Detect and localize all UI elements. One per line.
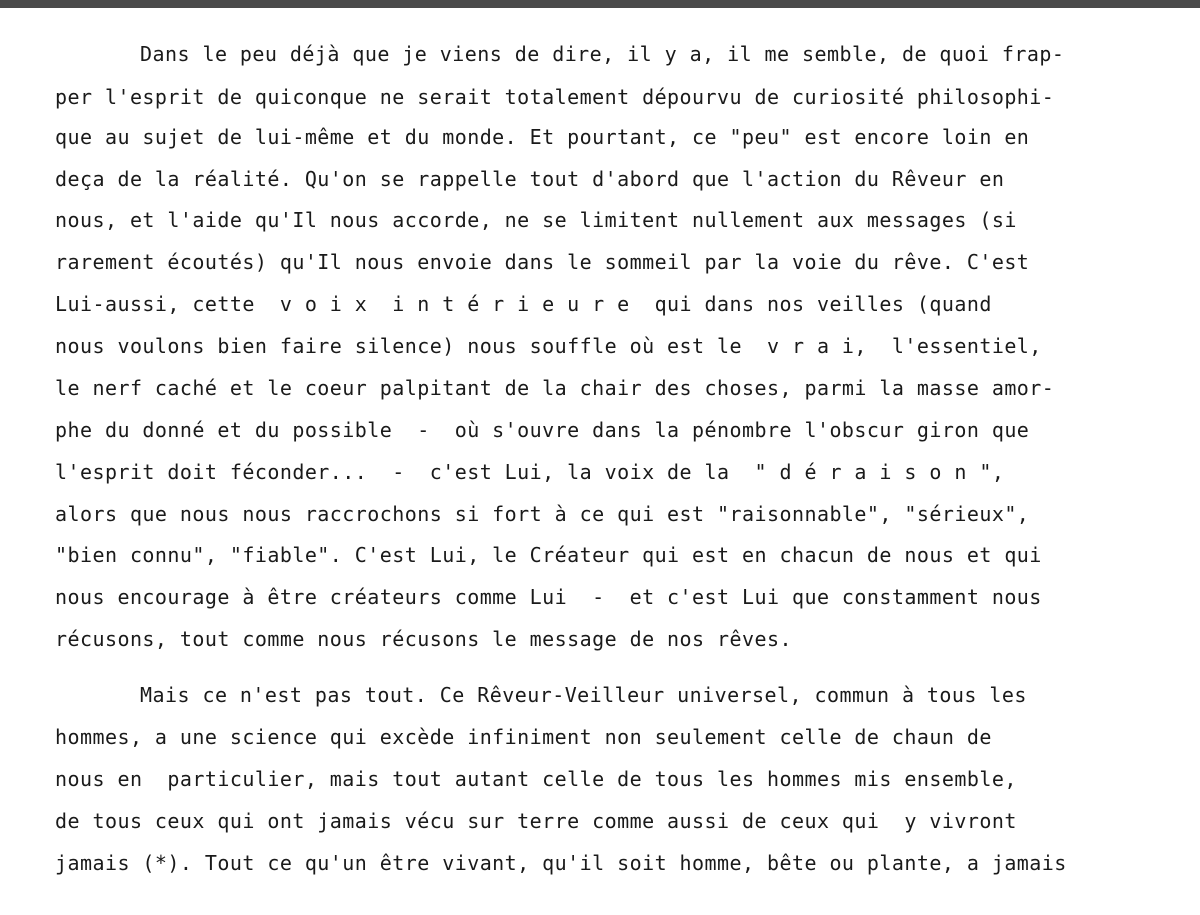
paragraph-2-line-4: de tous ceux qui ont jamais vécu sur terre comme aussi de ceux qui y vivront xyxy=(55,809,1017,833)
paragraph-1-line-13: "bien connu", "fiable". C'est Lui, le Créateur qui est en chacun de nous et qui xyxy=(55,543,1042,567)
paragraph-1-line-1: Dans le peu déjà que je viens de dire, il y a, il me semble, de quoi frap- xyxy=(140,42,1065,66)
paragraph-1-line-15: récusons, tout comme nous récusons le message de nos rêves. xyxy=(55,627,792,651)
paragraph-1-line-2: per l'esprit de quiconque ne serait totalement dépourvu de curiosité philosophi- xyxy=(55,85,1055,109)
paragraph-2-line-2: hommes, a une science qui excède infiniment non seulement celle de chaun de xyxy=(55,725,992,749)
paragraph-2-line-1: Mais ce n'est pas tout. Ce Rêveur-Veilleur universel, commun à tous les xyxy=(140,683,1027,707)
paragraph-1-line-6: rarement écoutés) qu'Il nous envoie dans le sommeil par la voie du rêve. C'est xyxy=(55,250,1030,274)
paragraph-1-line-7: Lui-aussi, cette v o i x i n t é r i e u r e qui dans nos veilles (quand xyxy=(55,292,992,316)
paragraph-1-line-9: le nerf caché et le coeur palpitant de la chair des choses, parmi la masse amor- xyxy=(55,376,1055,400)
paragraph-1-line-3: que au sujet de lui-même et du monde. Et pourtant, ce "peu" est encore loin en xyxy=(55,125,1030,149)
paragraph-1-line-4: deça de la réalité. Qu'on se rappelle tout d'abord que l'action du Rêveur en xyxy=(55,167,1005,191)
paragraph-2-line-5: jamais (*). Tout ce qu'un être vivant, qu'il soit homme, bête ou plante, a jamais xyxy=(55,851,1067,875)
paragraph-1-line-14: nous encourage à être créateurs comme Lui - et c'est Lui que constamment nous xyxy=(55,585,1042,609)
paragraph-1-line-10: phe du donné et du possible - où s'ouvre dans la pénombre l'obscur giron que xyxy=(55,418,1030,442)
paragraph-1-line-11: l'esprit doit féconder... - c'est Lui, la voix de la " d é r a i s o n ", xyxy=(55,460,1005,484)
paragraph-1-line-8: nous voulons bien faire silence) nous souffle où est le v r a i, l'essentiel, xyxy=(55,334,1042,358)
paragraph-2-line-3: nous en particulier, mais tout autant celle de tous les hommes mis ensemble, xyxy=(55,767,1017,791)
paragraph-1-line-12: alors que nous nous raccrochons si fort à ce qui est "raisonnable", "sérieux", xyxy=(55,502,1030,526)
paragraph-1-line-5: nous, et l'aide qu'Il nous accorde, ne se limitent nullement aux messages (si xyxy=(55,208,1017,232)
